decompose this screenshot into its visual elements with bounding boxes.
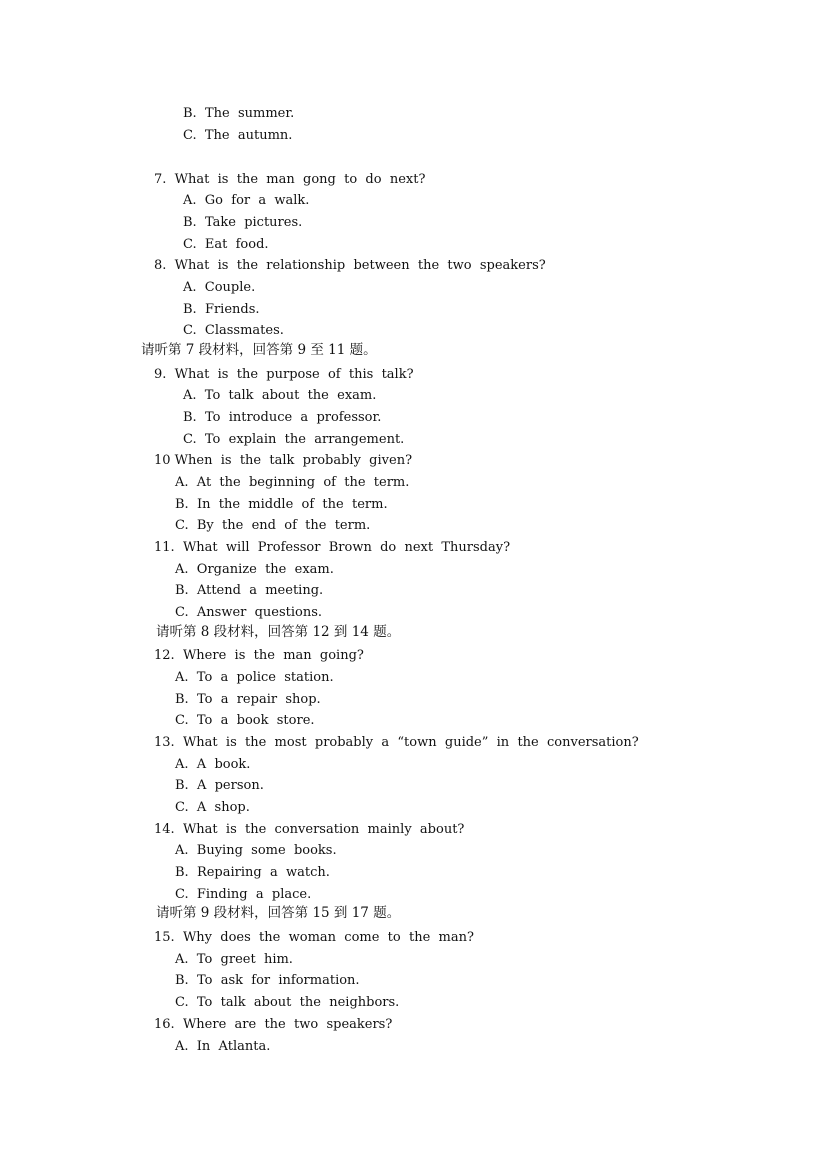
option-line: A. A book.	[175, 757, 251, 772]
option-line: A. Organize the exam.	[175, 562, 334, 577]
option-line: B. The summer.	[183, 106, 295, 121]
question-line: 14. What is the conversation mainly about?	[154, 822, 465, 837]
option-line: C. A shop.	[175, 800, 250, 815]
option-line: C. Eat food.	[183, 237, 269, 252]
option-line: C. To talk about the neighbors.	[175, 995, 400, 1010]
option-line: A. In Atlanta.	[175, 1039, 271, 1054]
option-line: C. Classmates.	[183, 323, 284, 338]
option-line: C. To explain the arrangement.	[183, 432, 405, 447]
option-line: A. To greet him.	[175, 952, 293, 967]
question-line: 13. What is the most probably a “town guide” in the conversation?	[154, 735, 639, 750]
option-line: A. Go for a walk.	[183, 193, 310, 208]
question-line: 7. What is the man gong to do next?	[154, 172, 426, 187]
option-line: B. To a repair shop.	[175, 692, 321, 707]
option-line: B. In the middle of the term.	[175, 497, 388, 512]
option-line: A. At the beginning of the term.	[175, 475, 410, 490]
option-line: B. Attend a meeting.	[175, 583, 324, 598]
option-line: B. To ask for information.	[175, 973, 360, 988]
section-heading: 请听第 9 段材料，回答第 15 到 17 题。	[156, 905, 401, 921]
option-line: B. To introduce a professor.	[183, 410, 382, 425]
section-heading: 请听第 8 段材料，回答第 12 到 14 题。	[156, 624, 401, 640]
option-line: A. Couple.	[183, 280, 256, 295]
question-line: 11. What will Professor Brown do next Thursday?	[154, 540, 511, 555]
option-line: C. Answer questions.	[175, 605, 323, 620]
option-line: A. To talk about the exam.	[183, 388, 377, 403]
option-line: C. The autumn.	[183, 128, 293, 143]
section-heading: 请听第 7 段材料，回答第 9 至 11 题。	[141, 342, 377, 358]
option-line: B. Friends.	[183, 302, 260, 317]
question-line: 10 When is the talk probably given?	[154, 453, 413, 468]
option-line: B. Repairing a watch.	[175, 865, 330, 880]
option-line: A. To a police station.	[175, 670, 334, 685]
question-line: 9. What is the purpose of this talk?	[154, 367, 414, 382]
question-line: 8. What is the relationship between the two speakers?	[154, 258, 546, 273]
question-line: 16. Where are the two speakers?	[154, 1017, 393, 1032]
question-line: 12. Where is the man going?	[154, 648, 364, 663]
option-line: A. Buying some books.	[175, 843, 337, 858]
question-line: 15. Why does the woman come to the man?	[154, 930, 474, 945]
option-line: B. Take pictures.	[183, 215, 303, 230]
option-line: C. By the end of the term.	[175, 518, 371, 533]
option-line: C. Finding a place.	[175, 887, 312, 902]
option-line: B. A person.	[175, 778, 264, 793]
option-line: C. To a book store.	[175, 713, 315, 728]
